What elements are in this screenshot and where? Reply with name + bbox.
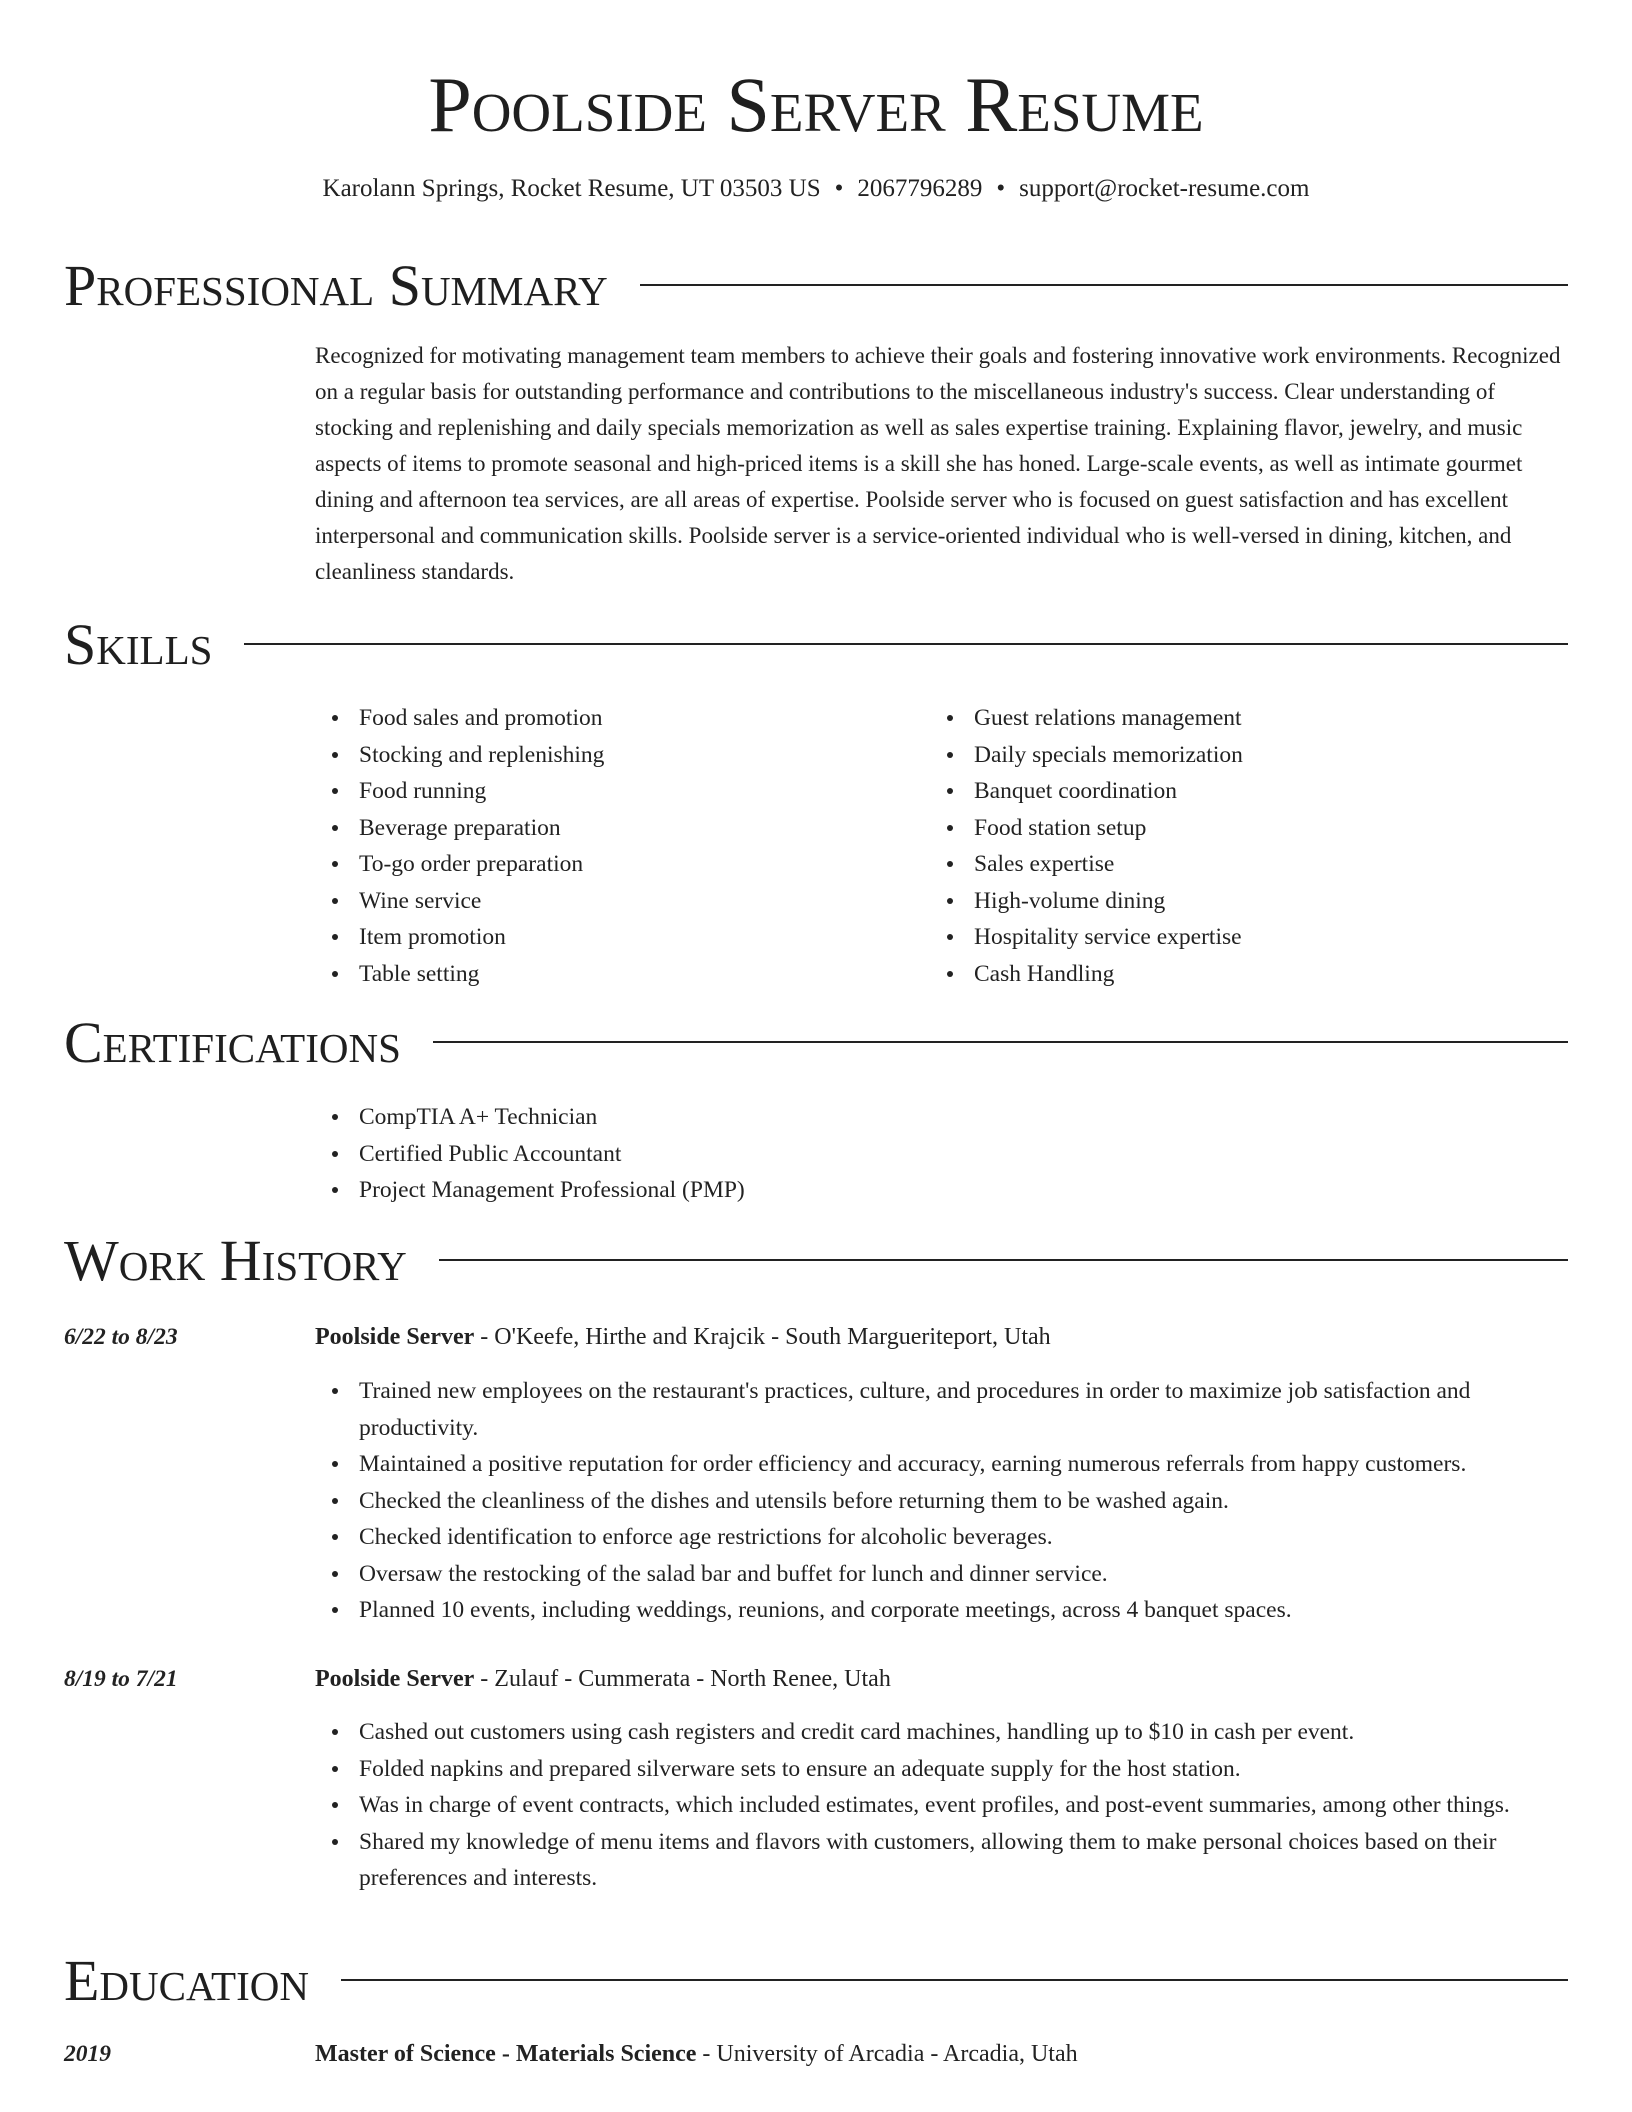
certification-item: Certified Public Accountant xyxy=(315,1136,1570,1173)
job-title-line xyxy=(315,1662,891,1696)
job-bullets xyxy=(315,1373,1570,1629)
skill-item: Food running xyxy=(315,773,875,810)
job-employer: - Zulauf - Cummerata - North Renee, Utah xyxy=(480,1666,891,1692)
education-degree: Master of Science - Materials Science xyxy=(315,2041,697,2067)
contact-separator: • xyxy=(996,175,1006,202)
education-year: 2019 xyxy=(64,2041,111,2067)
job-title-line xyxy=(315,1320,1051,1354)
contact-separator: • xyxy=(834,175,844,202)
education-section-header xyxy=(64,1948,1568,2013)
job-bullet: Checked the cleanliness of the dishes and utensils before returning them to be washed again. xyxy=(315,1483,1570,1520)
summary-heading: Professional Summary xyxy=(64,253,608,318)
skill-item: Cash Handling xyxy=(930,956,1490,993)
skill-item: Banquet coordination xyxy=(930,773,1490,810)
job-bullet: Cashed out customers using cash registers and credit card machines, handling up to $10 in cash per event. xyxy=(315,1714,1570,1751)
certifications-list xyxy=(315,1099,1570,1209)
job-bullet: Trained new employees on the restaurant's practices, culture, and procedures in order to maximize job satisfaction and productivity. xyxy=(315,1373,1570,1446)
certification-item: Project Management Professional (PMP) xyxy=(315,1172,1570,1209)
section-divider xyxy=(341,1979,1568,1981)
contact-email: support@rocket-resume.com xyxy=(1019,175,1310,202)
skill-item: Daily specials memorization xyxy=(930,737,1490,774)
job-bullet: Was in charge of event contracts, which included estimates, event profiles, and post-event summaries, among other things. xyxy=(315,1787,1570,1824)
skills-column-left xyxy=(315,700,875,992)
job-dates: 6/22 to 8/23 xyxy=(64,1324,178,1350)
skill-item: Beverage preparation xyxy=(315,810,875,847)
work-history-section-header xyxy=(64,1228,1568,1293)
certifications-heading: Certifications xyxy=(64,1010,401,1075)
skills-column-right xyxy=(930,700,1490,992)
skill-item: Wine service xyxy=(315,883,875,920)
section-divider xyxy=(439,1259,1568,1261)
skill-item: Stocking and replenishing xyxy=(315,737,875,774)
section-divider xyxy=(433,1041,1568,1043)
job-employer: - O'Keefe, Hirthe and Krajcik - South Margueriteport, Utah xyxy=(480,1324,1051,1350)
skill-item: Item promotion xyxy=(315,919,875,956)
job-dates: 8/19 to 7/21 xyxy=(64,1666,178,1692)
job-bullet: Maintained a positive reputation for order efficiency and accuracy, earning numerous referrals from happy customers. xyxy=(315,1446,1570,1483)
section-divider xyxy=(640,284,1568,286)
contact-address: Karolann Springs, Rocket Resume, UT 03503 US xyxy=(322,175,821,202)
skills-section-header xyxy=(64,612,1568,677)
education-line xyxy=(315,2037,1078,2071)
job-bullet: Oversaw the restocking of the salad bar and buffet for lunch and dinner service. xyxy=(315,1556,1570,1593)
skill-item: High-volume dining xyxy=(930,883,1490,920)
skill-item: Sales expertise xyxy=(930,846,1490,883)
job-title: Poolside Server xyxy=(315,1666,475,1692)
skills-heading: Skills xyxy=(64,612,213,677)
skill-item: Food station setup xyxy=(930,810,1490,847)
section-divider xyxy=(244,643,1568,645)
job-bullet: Folded napkins and prepared silverware sets to ensure an adequate supply for the host station. xyxy=(315,1751,1570,1788)
contact-phone: 2067796289 xyxy=(857,175,983,202)
job-bullet: Shared my knowledge of menu items and flavors with customers, allowing them to make personal choices based on their preferences and interests. xyxy=(315,1824,1570,1897)
contact-line xyxy=(0,172,1632,206)
skill-item: Hospitality service expertise xyxy=(930,919,1490,956)
skill-item: Table setting xyxy=(315,956,875,993)
certification-item: CompTIA A+ Technician xyxy=(315,1099,1570,1136)
certifications-section-header xyxy=(64,1010,1568,1075)
job-bullet: Planned 10 events, including weddings, reunions, and corporate meetings, across 4 banquet spaces. xyxy=(315,1592,1570,1629)
education-heading: Education xyxy=(64,1948,309,2013)
work-history-heading: Work History xyxy=(64,1228,407,1293)
skill-item: Guest relations management xyxy=(930,700,1490,737)
skill-item: Food sales and promotion xyxy=(315,700,875,737)
job-title: Poolside Server xyxy=(315,1324,475,1350)
skill-item: To-go order preparation xyxy=(315,846,875,883)
summary-text: Recognized for motivating management team members to achieve their goals and fostering innovative work environments. Recognized on a regular basis for outstanding performance and contributions to the miscellaneous industry's success. Clear understanding of stocking and replenishing and daily specials memorization as well as sales expertise training. Explaining flavor, jewelry, and music aspects of items to promote seasonal and high-priced items is a skill she has honed. Large-scale events, as well as intimate gourmet dining and afternoon tea services, are all areas of expertise. Poolside server who is focused on guest satisfaction and has excellent interpersonal and communication skills. Poolside server is a service-oriented individual who is well-versed in dining, kitchen, and cleanliness standards. xyxy=(315,343,1561,584)
job-bullets xyxy=(315,1714,1570,1897)
summary-section-header xyxy=(64,253,1568,318)
resume-title: Poolside Server Resume xyxy=(428,61,1204,148)
education-school: - University of Arcadia - Arcadia, Utah xyxy=(702,2041,1078,2067)
job-bullet: Checked identification to enforce age restrictions for alcoholic beverages. xyxy=(315,1519,1570,1556)
